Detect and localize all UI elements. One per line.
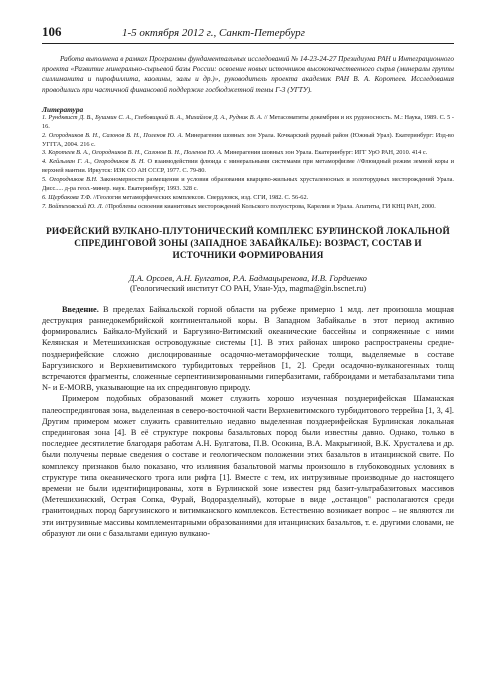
reference-list [42, 114, 454, 212]
body-paragraph: Введение. В пределах Байкальской горной области на рубеже примерно 1 млд. лет произошла мощная деструкция раннедокембрийской континентальной коры. В Западном Забайкалье в этот период активно формировались Байкало-Муйский и Баргузино-Витимский океанические бассейны и сопряженные с ними Келянская и Метешихинская островодужные системы [1]. В этих районах широко распространены средне-позднерифейские сложно дислоцированные осадочно-метаморфические толщи, выделяемые в составе Баргузинского и Верхневитимского турбидитовых террейнов [1, 2]. Среди осадочно-вулканогенных толщ встречаются фрагменты, сложенные серпентинизированными гипербазитами, габброидами и метабазальтами типа N- и E-MORB, указывающие на их спрединговую природу. [42, 304, 454, 393]
running-head-title: 1-5 октября 2012 г., Санкт-Петербург [122, 27, 305, 39]
acknowledgement: Работа выполнена в рамках Программы фундаментальных исследований № 14-23-24-27 Президиума РАН и Интеграционного проекта «Развитие минерально-сырьевой базы России: освоение новых источников высококачественного сырья (минералы группы силлиманита и пирофиллита, каолины, залы и др.)», руководитель проекта академик РАН В. А. Коротеев. Исследования проводились при частичной финансовой поддержке госбюджетной темы Г-3 (УГТУ). [42, 54, 454, 94]
literature-heading: Литература [42, 104, 84, 114]
reference-item: 2. Огородников В. Н., Сазонов В. Н., Поленов Ю. А. Минерагения шовных зон Урала. Кочкарский рудный район (Южный Урал). Екатеринбург: Изд-во УГГГА, 2004. 216 с. [42, 131, 455, 148]
body-paragraph: Примером подобных образований может служить хорошо изученная позднерифейская Шаманская палеоспрединговая зона, выделенная в северо-восточной части Верхневитимского турбидитового террейна [1, 3, 4]. Другим примером может служить сравнительно недавно выделенная позднерифейская Бурлинская локальная спрединговая зона [4]. В её структуре покровы базальтовых пород были известны давно. Однако, только в последнее десятилетие благодаря работам А.Н. Булгатова, П.В. Осокина, В.А. Макрыгиной, В.К. Хрусталева и др. были получены первые сведения о составе и геологическом положении этих базальтов в итанцинской свите. По комплексу признаков было показано, что излияния базальтовой магмы произошло в глубоководных условиях в структуре типа океанического трога или рифта [1]. Вместе с тем, их интрузивные производные до настоящего времени не были идентифицированы, хотя в Бурлинской зоне известен ряд базит-ультрабазитовых массивов (Метешихинский, Острая Сопка, Фурай, Водоразделный), которые в виде „останцов" располагаются среди гранитоидных пород баргузинского и витимканского комплексов. Естественно возникает вопрос – не являются ли эти интрузивные массивы комплементарными образованиями для итанцинских базальтов, т. е. другими словами, не образуют ли они с базальтами единую вулкано- [42, 394, 454, 538]
article-affiliation: (Геологический институт СО РАН, Улан-Удэ, magma@gin.bscnet.ru) [129, 283, 367, 293]
reference-item: 3. Коротеев В. А., Огородников В. Н., Сазонов В. Н., Поленов Ю. А. Минерагения шовных зон Урала. Екатеринбург: ИГГ УрО РАН, 2010. 414 с. [42, 149, 428, 157]
article-title: РИФЕЙСКИЙ ВУЛКАНО-ПЛУТОНИЧЕСКИЙ КОМПЛЕКС БУРЛИНСКОЙ ЛОКАЛЬНОЙ СПРЕДИНГОВОЙ ЗОНЫ (ЗАПАДНОЕ ЗАБАЙКАЛЬЕ): ВОЗРАСТ, СОСТАВ И ИСТОЧНИКИ ФОРМИРОВАНИЯ [46, 226, 450, 261]
page-number: 106 [42, 24, 62, 39]
reference-item: 5. Огородников В.Н. Закономерности размещения и условия образования кварцево-жильных хрусталеносных и золоторудных месторождений Урала. Дисс..... д-ра геол.-минер. наук. Екатеринбург, 1993. 328 с. [42, 176, 454, 193]
article-authors: Д.А. Орсоев, А.Н. Булгатов, Р.А. Бадмацыренова, И.В. Гордиенко [129, 272, 367, 283]
reference-item: 4. Кейльман Г. А., Огородников В. Н. О взаимодействии флюида с минеральными системами при метаморфизме //Флюидный режим земной коры и верхней мантии. Иркутск: ИЗК СО АН СССР, 1977. С. 79-80. [42, 158, 455, 175]
reference-item: 7. Войтеховский Ю. Л. //Проблемы освоения кианитовых месторождений Кольского полуострова, Карелии и Урала. Апатиты, ГИ КНЦ РАН, 2000. [42, 202, 436, 210]
reference-item: 1. Рундквист Д. В., Бушмин С. А., Глебовицкий В. А., Михайлов Д. А., Рудник В. А. // Метасоматиты докембрия и их рудоносность. М.: Наука, 1989. С. 5 - 16. [42, 113, 455, 130]
article-body [42, 304, 454, 539]
running-head [42, 24, 454, 44]
intro-lead: Введение. [62, 304, 99, 314]
reference-item: 6. Щербакова Т.Ф. //Геология метаморфических комплексов. Свердловск, изд. СГИ, 1982. С. 56-62. [42, 193, 309, 201]
